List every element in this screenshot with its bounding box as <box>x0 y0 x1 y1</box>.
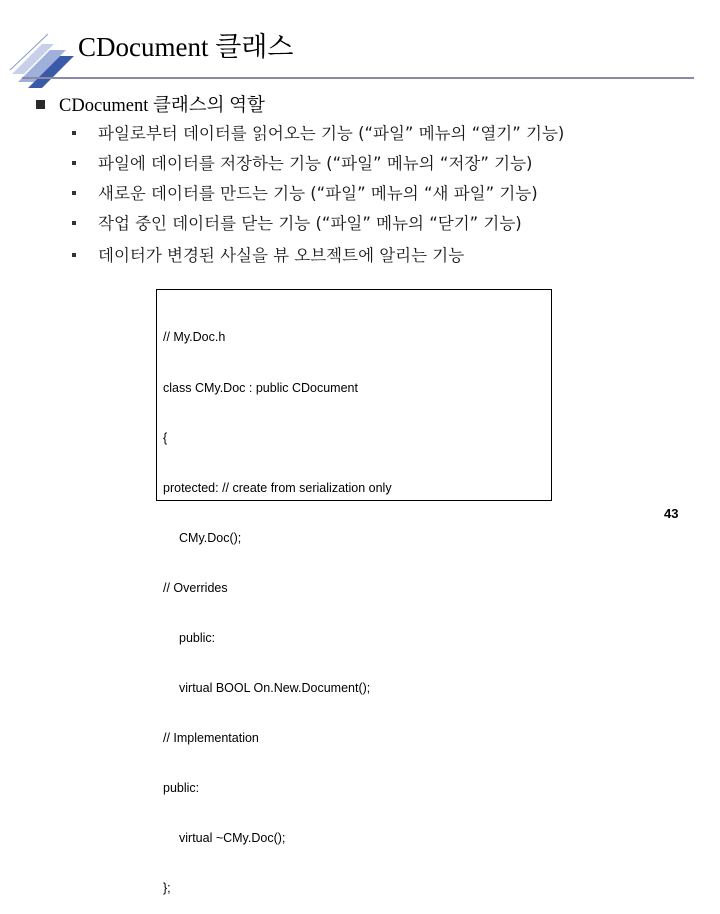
code-line: virtual BOOL On.New.Document(); <box>179 681 371 696</box>
code-line: // Implementation <box>163 731 259 746</box>
main-bullet-text: CDocument 클래스의 역할 <box>59 96 265 116</box>
code-line: { <box>163 430 168 445</box>
sub-bullet-item <box>72 211 564 241</box>
code-line: public: <box>179 630 216 645</box>
sub-bullet-text: 파일로부터 데이터를 읽어오는 기능 (“파일” 메뉴의 “열기” 기능) <box>98 124 565 143</box>
slide-logo-icon <box>8 30 76 90</box>
sub-bullet-item <box>72 181 564 211</box>
sub-bullet-item <box>72 243 564 273</box>
square-bullet-icon <box>36 100 45 109</box>
code-line: // My.Doc.h <box>163 330 226 345</box>
dot-bullet-icon <box>72 253 76 257</box>
code-line: public: <box>163 781 200 796</box>
sub-bullet-item <box>72 121 564 151</box>
dot-bullet-icon <box>72 221 76 225</box>
dot-bullet-icon <box>72 191 76 195</box>
code-line: class CMy.Doc : public CDocument <box>163 380 358 395</box>
page-number: 43 <box>664 506 679 521</box>
dot-bullet-icon <box>72 131 76 135</box>
title-divider <box>22 77 694 79</box>
sub-bullet-text: 파일에 데이터를 저장하는 기능 (“파일” 메뉴의 “저장” 기능) <box>98 154 533 173</box>
sub-bullet-text: 데이터가 변경된 사실을 뷰 오브젝트에 알리는 기능 <box>98 246 465 265</box>
code-box <box>156 289 552 896</box>
dot-bullet-icon <box>72 161 76 165</box>
code-line: // Overrides <box>163 580 228 595</box>
code-line: virtual ~CMy.Doc(); <box>179 831 286 846</box>
code-line: CMy.Doc(); <box>179 530 242 545</box>
code-line: protected: // create from serialization only <box>163 480 392 495</box>
slide-title: CDocument 클래스 <box>78 32 294 62</box>
sub-bullet-text: 작업 중인 데이터를 닫는 기능 (“파일” 메뉴의 “닫기” 기능) <box>98 214 522 233</box>
sub-bullet-list <box>72 121 564 273</box>
code-line: }; <box>163 881 171 896</box>
sub-bullet-item <box>72 151 564 181</box>
sub-bullet-text: 새로운 데이터를 만드는 기능 (“파일” 메뉴의 “새 파일” 기능) <box>98 184 538 203</box>
main-bullet <box>36 93 265 119</box>
